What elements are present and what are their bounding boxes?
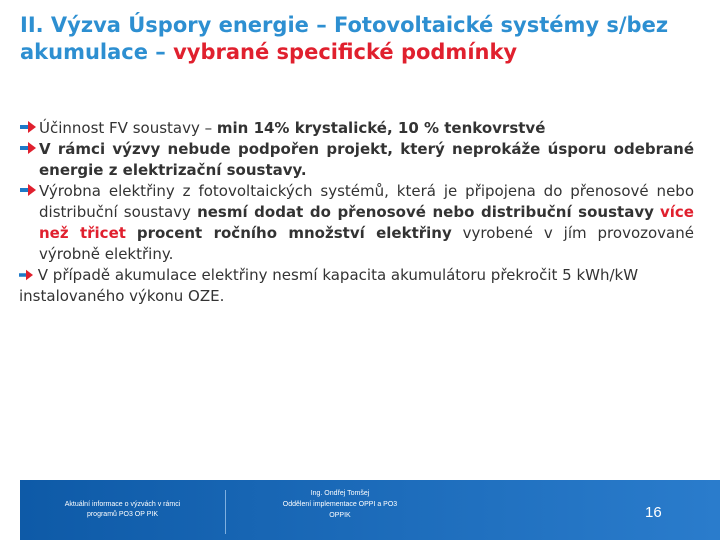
bullet-text-bold: procent ročního množství elektřiny xyxy=(136,224,452,242)
bullet-text: Účinnost FV soustavy – xyxy=(39,119,217,137)
bullet-list xyxy=(16,118,694,307)
title-part-red: vybrané specifické podmínky xyxy=(173,40,518,64)
footer-department: Oddělení implementace OPPI a PO3 xyxy=(282,501,398,508)
bullet-text: Výrobna elektřiny z fotovoltaických systémů, která je připojena do přenosové nebo distribuční soustavy xyxy=(39,182,694,221)
slide-title xyxy=(20,12,700,66)
title-part-blue: II. Výzva Úspory energie – Fotovoltaické systémy s/bez akumulace – xyxy=(20,13,669,64)
bullet-text-bold: nesmí dodat do přenosové nebo distribuční soustavy xyxy=(197,203,654,221)
bullet-text-red: více než třicet xyxy=(39,203,694,242)
footer-left-line1: Aktuální informace o výzvách v rámci xyxy=(64,501,181,508)
arrow-bullet-icon xyxy=(20,142,36,154)
arrow-bullet-icon xyxy=(19,269,33,281)
bullet-item-savings xyxy=(16,139,694,181)
footer-bar xyxy=(20,480,720,540)
footer-presentation-info xyxy=(20,490,226,534)
bullet-text-bold: min 14% krystalické, 10 % tenkovrstvé xyxy=(216,119,546,137)
bullet-text: vyrobené v jím provozované výrobně elektřiny. xyxy=(39,224,694,263)
footer-author-name: Ing. Ondřej Tomšej xyxy=(310,490,370,497)
arrow-bullet-icon xyxy=(20,184,36,196)
page-number: 16 xyxy=(645,504,662,521)
bullet-item-accumulation xyxy=(16,265,694,307)
bullet-item-efficiency xyxy=(16,118,694,139)
footer-left-line2: programů PO3 OP PIK xyxy=(86,511,159,518)
bullet-item-grid-limit xyxy=(16,181,694,265)
footer-author-info xyxy=(225,480,455,540)
bullet-text-bold: V rámci výzvy nebude podpořen projekt, který neprokáže úsporu odebrané energie z elektrizační soustavy. xyxy=(39,140,694,179)
bullet-text: V případě akumulace elektřiny nesmí kapacita akumulátoru překročit 5 kWh/kW instalovaného výkonu OZE. xyxy=(19,266,639,305)
footer-program: OPPIK xyxy=(329,512,351,519)
arrow-bullet-icon xyxy=(20,121,36,133)
